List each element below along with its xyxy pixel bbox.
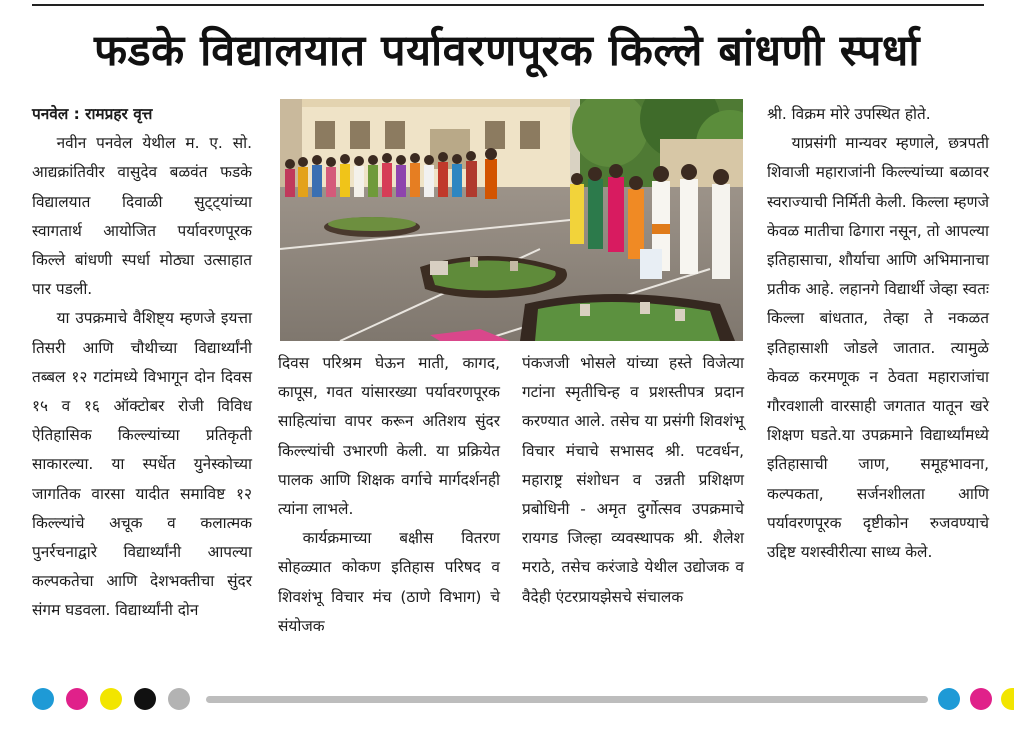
- article-column-4: [767, 100, 989, 567]
- byline: पनवेल : रामप्रहर वृत्त: [32, 105, 153, 123]
- paragraph: श्री. विक्रम मोरे उपस्थित होते.: [767, 105, 931, 123]
- paragraph: नवीन पनवेल येथील म. ए. सो. आद्यक्रांतिवीर वासुदेव बळवंत फडके विद्यालयात दिवाळी सुट्ट्यांच्या स्वागतार्थ आयोजित पर्यावरणपूरक किल्ले बांधणी स्पर्धा मोठ्या उत्साहात पार पडली.: [32, 134, 252, 299]
- top-rule: [32, 4, 984, 6]
- headline: फडके विद्यालयात पर्यावरणपूरक किल्ले बांधणी स्पर्धा: [94, 26, 920, 76]
- paragraph: याप्रसंगी मान्यवर म्हणाले, छत्रपती शिवाजी महाराजांनी किल्ल्यांच्या बळावर स्वराज्याची निर्मिती केली. किल्ला म्हणजे केवळ मातीचा ढिगारा नसून, तो आपल्या इतिहासाचा, शौर्याचा आणि अभिमानाचा प्रतीक आहे. लहानगे विद्यार्थी जेव्हा स्वतः किल्ला बांधतात, तेव्हा ते नकळत इतिहासाशी जोडले जातात. त्यामुळे केवळ करमणूक न ठेवता महाराजांचा गौरवशाली वारसाही जगतात यातून खरे शिक्षण घडते.या उपक्रमाने विद्यार्थ्यांमध्ये इतिहासाची जाण, समूहभावना, कल्पकता, सर्जनशीलता आणि पर्यावरणपूरक दृष्टीकोन रुजवण्याचे उद्दिष्ट यशस्वीरीत्या साध्य केले.: [767, 134, 990, 562]
- print-registration-bar: [0, 688, 1014, 714]
- paragraph: या उपक्रमाचे वैशिष्ट्य म्हणजे इयत्ता तिसरी आणि चौथीच्या विद्यार्थ्यांनी तब्बल १२ गटांमध्ये विभागून दोन दिवस १५ व १६ ऑक्टोबर रोजी विविध ऐतिहासिक किल्ल्यांच्या प्रतिकृती साकारल्या. या स्पर्धेत युनेस्कोच्या जागतिक वारसा यादीत समाविष्ट १२ किल्ल्यांचे अचूक व कलात्मक पुनर्रचनाद्वारे विद्यार्थ्यांनी आपल्या कल्पकतेचा आणि देशभक्तीचा सुंदर संगम घडवला. विद्यार्थ्यांनी दोन: [32, 309, 252, 620]
- black-dot: [134, 688, 156, 710]
- gray-dot: [168, 688, 190, 710]
- article-column-1: [32, 100, 252, 626]
- magenta-dot: [970, 688, 992, 710]
- cyan-dot: [938, 688, 960, 710]
- photo-illustration: [280, 99, 743, 341]
- article-column-2: [278, 349, 500, 641]
- yellow-dot: [1001, 688, 1014, 710]
- magenta-dot: [66, 688, 88, 710]
- gray-bar: [206, 696, 928, 703]
- paragraph: पंकजजी भोसले यांच्या हस्ते विजेत्या गटांना स्मृतीचिन्ह व प्रशस्तीपत्र प्रदान करण्यात आले. तसेच या प्रसंगी शिवशंभू विचार मंचाचे सभासद श्री. पटवर्धन, महाराष्ट्र संशोधन व उन्नती प्रशिक्षण प्रबोधिनी - अमृत दुर्गोत्सव उपक्रमाचे रायगड जिल्हा व्यवस्थापक श्री. शैलेश मराठे, तसेच करंजाडे येथील उद्योजक व वैदेही एंटरप्रायझेसचे संचालक: [522, 354, 744, 606]
- paragraph: दिवस परिश्रम घेऊन माती, कागद, कापूस, गवत यांसारख्या पर्यावरणपूरक साहित्यांचा वापर करून अतिशय सुंदर किल्ल्यांची उभारणी केली. या प्रक्रियेत पालक आणि शिक्षक वर्गाचे मार्गदर्शनही त्यांना लाभले.: [278, 354, 500, 519]
- paragraph: कार्यक्रमाच्या बक्षीस वितरण सोहळ्यात कोकण इतिहास परिषद व शिवशंभू विचार मंच (ठाणे विभाग) चे संयोजक: [278, 529, 500, 635]
- cyan-dot: [32, 688, 54, 710]
- yellow-dot: [100, 688, 122, 710]
- article-column-3: [522, 349, 744, 612]
- news-photo-fort-competition: [280, 99, 743, 341]
